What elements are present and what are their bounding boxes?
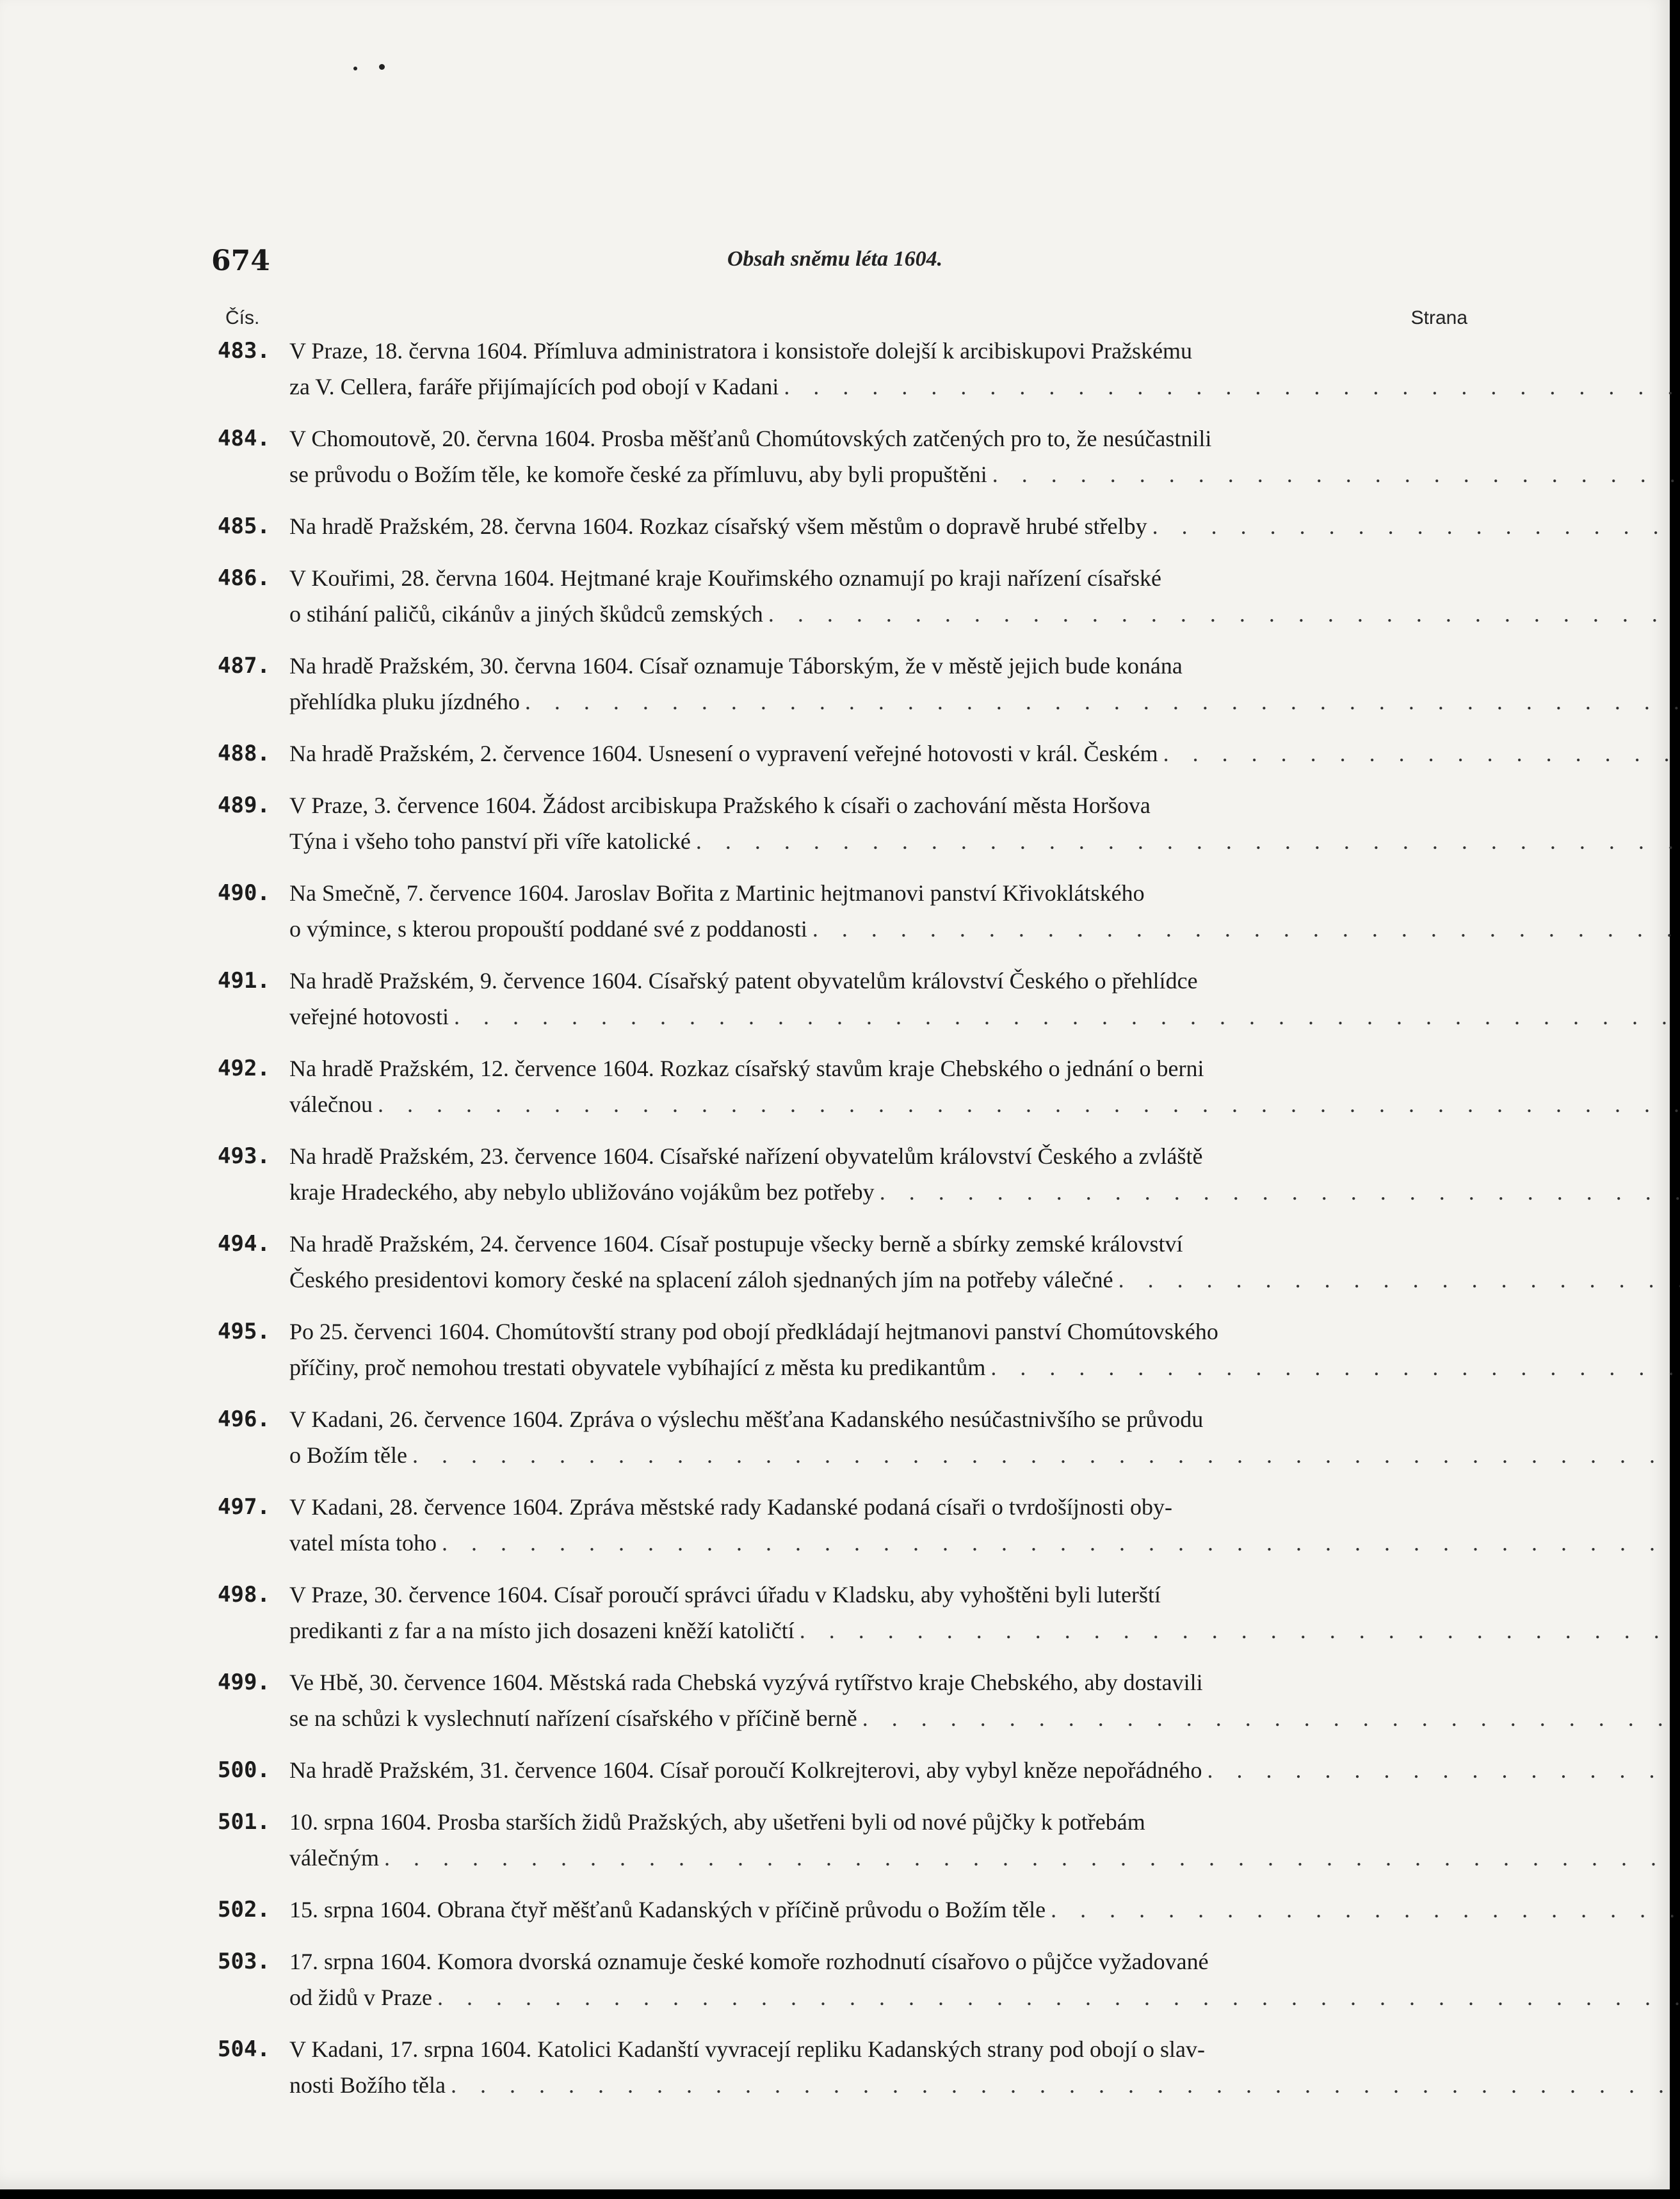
dot-leader [454, 999, 1680, 1035]
list-item [218, 1401, 1473, 1473]
entry-body [289, 875, 1680, 947]
entry-number: 487. [218, 653, 270, 679]
entry-text-line: příčiny, proč nemohou trestati obyvatele vybíhající z města ku predikantům [289, 1355, 986, 1380]
entry-text-line: Na hradě Pražském, 30. června 1604. Císař oznamuje Táborským, že v městě jejich bude konána [289, 653, 1183, 679]
entry-text-line: V Chomoutově, 20. června 1604. Prosba měšťanů Chomútovských zatčených pro to, že nesúčastnili [289, 426, 1212, 451]
list-item [218, 1138, 1473, 1210]
entry-text-line: Ve Hbě, 30. července 1604. Městská rada Chebská vyzývá rytířstvo kraje Chebského, aby dostavili [289, 1670, 1203, 1695]
entry-text-line: veřejné hotovosti [289, 1004, 449, 1029]
entry-text-line: se průvodu o Božím těle, ke komoře české za přímluvu, aby byli propuštěni [289, 462, 987, 487]
entry-number: 486. [218, 565, 270, 591]
entry-body [289, 1752, 1680, 1788]
entry-number: 491. [218, 968, 270, 994]
entry-text-line: válečným [289, 1845, 379, 1871]
entry-text-line: Na Smečně, 7. července 1604. Jaroslav Bořita z Martinic hejtmanovi panství Křivoklátského [289, 880, 1145, 906]
entry-text-line: Na hradě Pražském, 2. července 1604. Usnesení o vypravení veřejné hotovosti v král. Českém [289, 741, 1158, 766]
entry-body [289, 560, 1680, 632]
dot-leader [1208, 1752, 1680, 1788]
dot-leader [437, 1979, 1680, 2015]
entry-body [289, 1892, 1680, 1928]
entry-number: 497. [218, 1494, 270, 1520]
entry-body [289, 421, 1680, 492]
dot-leader [525, 684, 1680, 720]
running-title: Obsah sněmu léta 1604. [727, 247, 943, 271]
entry-text-line: Po 25. červenci 1604. Chomútovští strany pod obojí předkládají hejtmanovi panství Chomútovského [289, 1319, 1218, 1344]
entry-body [289, 1401, 1680, 1473]
entry-text-line: Na hradě Pražském, 31. července 1604. Císař poroučí Kolkrejterovi, aby vybyl kněze nepořádného [289, 1757, 1202, 1783]
list-item [218, 1577, 1473, 1648]
column-header-page: Strana [1410, 307, 1467, 328]
entry-number: 494. [218, 1231, 270, 1257]
entry-body [289, 787, 1680, 859]
entry-body [289, 1226, 1680, 1298]
entry-number: 488. [218, 741, 270, 766]
entry-body [289, 1138, 1680, 1210]
entry-body [289, 1489, 1680, 1561]
entry-number: 495. [218, 1319, 270, 1344]
entry-number: 492. [218, 1056, 270, 1081]
entry-number: 501. [218, 1809, 270, 1835]
entry-text-line: 17. srpna 1604. Komora dvorská oznamuje české komoře rozhodnutí císařovo o půjčce vyžadované [289, 1949, 1209, 1974]
list-item [218, 333, 1473, 405]
entry-text-line: kraje Hradeckého, aby nebylo ubližováno vojákům bez potřeby [289, 1179, 875, 1205]
entry-body [289, 1577, 1680, 1648]
column-header-number: Čís. [225, 307, 260, 328]
dot-leader [992, 456, 1680, 492]
entry-text-line: se na schůzi k vyslechnutí nařízení císařského v příčině berně [289, 1705, 857, 1731]
list-item [218, 1944, 1473, 2015]
list-item [218, 1752, 1473, 1788]
entry-number: 496. [218, 1406, 270, 1432]
entry-text-line: V Kadani, 26. července 1604. Zpráva o výslechu měšťana Kadanského nesúčastnivšího se průvodu [289, 1406, 1204, 1432]
entry-body [289, 1664, 1680, 1736]
entry-text-line: o Božím těle [289, 1442, 407, 1468]
list-item [218, 787, 1473, 859]
dot-leader [412, 1437, 1680, 1473]
dot-leader [378, 1086, 1680, 1122]
entry-text-line: přehlídka pluku jízdného [289, 689, 520, 714]
entry-number: 490. [218, 880, 270, 906]
entry-text-line: Českého presidentovi komory české na splacení záloh sjednaných jím na potřeby válečné [289, 1267, 1113, 1293]
entry-number: 502. [218, 1897, 270, 1922]
entry-text-line: Na hradě Pražském, 24. července 1604. Císař postupuje všecky berně a sbírky zemské království [289, 1231, 1183, 1257]
entry-body [289, 333, 1680, 405]
entry-text-line: V Praze, 30. července 1604. Císař poroučí správci úřadu v Kladsku, aby vyhoštěni byli luterští [289, 1582, 1161, 1607]
entry-text-line: 15. srpna 1604. Obrana čtyř měšťanů Kadanských v příčině průvodu o Božím těle [289, 1897, 1046, 1922]
entry-text-line: V Praze, 18. června 1604. Přímluva administratora i konsistoře dolejší k arcibiskupovi Pražskému [289, 338, 1193, 364]
ink-speck [379, 64, 385, 70]
entry-text-line: válečnou [289, 1091, 373, 1117]
dot-leader [800, 1613, 1680, 1648]
dot-leader [1051, 1892, 1680, 1928]
entry-text-line: 10. srpna 1604. Prosba starších židů Pražských, aby ušetřeni byli od nové půjčky k potřebám [289, 1809, 1145, 1835]
dot-leader [880, 1174, 1680, 1210]
list-item [218, 875, 1473, 947]
entry-body [289, 963, 1680, 1035]
dot-leader [442, 1525, 1680, 1561]
entry-text-line: V Kouřimi, 28. června 1604. Hejtmané kraje Kouřimského oznamují po kraji nařízení císařské [289, 565, 1161, 591]
entry-number: 484. [218, 426, 270, 451]
entry-text-line: Na hradě Pražském, 12. července 1604. Rozkaz císařský stavům kraje Chebského o jednání o berni [289, 1056, 1204, 1081]
list-item [218, 421, 1473, 492]
list-item [218, 1226, 1473, 1298]
entry-number: 489. [218, 793, 270, 818]
entry-body [289, 508, 1680, 544]
entry-text-line: za V. Cellera, faráře přijímajících pod obojí v Kadani [289, 374, 779, 399]
dot-leader [862, 1700, 1680, 1736]
entry-text-line: V Praze, 3. července 1604. Žádost arcibiskupa Pražského k císaři o zachování města Horšova [289, 793, 1151, 818]
entry-number: 504. [218, 2036, 270, 2062]
page-number: 674 [211, 245, 270, 277]
dot-leader [1163, 736, 1680, 771]
entry-text-line: o výmince, s kterou propouští poddané své z poddanosti [289, 916, 807, 942]
entry-text-line: Na hradě Pražském, 23. července 1604. Císařské nařízení obyvatelům království Českého a zvláště [289, 1143, 1203, 1169]
list-item [218, 1804, 1473, 1876]
entry-body [289, 648, 1680, 720]
entry-number: 493. [218, 1143, 270, 1169]
list-item [218, 1314, 1473, 1385]
entry-body [289, 736, 1680, 771]
entry-text-line: o stihání paličů, cikánův a jiných škůdců zemských [289, 601, 763, 627]
entry-body [289, 1804, 1680, 1876]
entry-body [289, 1944, 1680, 2015]
list-item [218, 963, 1473, 1035]
entry-body [289, 1314, 1680, 1385]
list-item [218, 1892, 1473, 1928]
entry-text-line: od židů v Praze [289, 1985, 432, 2010]
entry-text-line: predikanti z far a na místo jich dosazeni kněží katoličtí [289, 1618, 795, 1643]
entry-body [289, 2031, 1680, 2103]
list-item [218, 736, 1473, 771]
list-item [218, 1664, 1473, 1736]
entry-number: 500. [218, 1757, 270, 1783]
entry-number: 499. [218, 1670, 270, 1695]
dot-leader [384, 1840, 1680, 1876]
list-item [218, 2031, 1473, 2103]
list-item [218, 648, 1473, 720]
dot-leader [1119, 1262, 1680, 1298]
list-item [218, 508, 1473, 544]
entry-text-line: nosti Božího těla [289, 2072, 446, 2098]
entry-number: 485. [218, 513, 270, 539]
ink-speck [353, 67, 357, 70]
dot-leader [812, 911, 1680, 947]
dot-leader [768, 596, 1680, 632]
list-item [218, 1051, 1473, 1122]
dot-leader [451, 2067, 1680, 2103]
entry-number: 503. [218, 1949, 270, 1974]
dot-leader [1152, 508, 1680, 544]
entry-text-line: Na hradě Pražském, 28. června 1604. Rozkaz císařský všem městům o dopravě hrubé střelby [289, 513, 1147, 539]
entry-body [289, 1051, 1680, 1122]
entry-number: 498. [218, 1582, 270, 1607]
entry-text-line: vatel místa toho [289, 1530, 437, 1556]
list-item [218, 1489, 1473, 1561]
table-of-contents [218, 333, 1473, 2119]
entry-text-line: V Kadani, 28. července 1604. Zpráva městské rady Kadanské podaná císaři o tvrdošíjnosti oby- [289, 1494, 1172, 1520]
entry-number: 483. [218, 338, 270, 364]
entry-text-line: Týna i všeho toho panství při víře katolické [289, 828, 691, 854]
entry-text-line: V Kadani, 17. srpna 1604. Katolici Kadanští vyvracejí repliku Kadanských strany pod obojí o slav- [289, 2036, 1206, 2062]
dot-leader [990, 1349, 1680, 1385]
list-item [218, 560, 1473, 632]
entry-text-line: Na hradě Pražském, 9. července 1604. Císařský patent obyvatelům království Českého o přehlídce [289, 968, 1198, 994]
dot-leader [784, 369, 1680, 405]
dot-leader [696, 823, 1680, 859]
